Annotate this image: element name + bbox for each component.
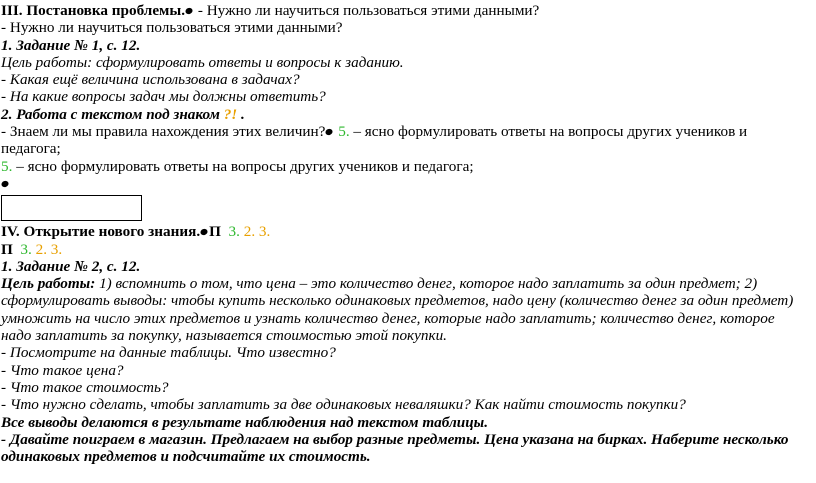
green-number-2: 5. [1, 157, 13, 175]
section4-heading-line [1, 223, 816, 240]
conclusion: Все выводы делаются в результате наблюдения над текстом таблицы. [1, 413, 488, 431]
section3-question: - Нужно ли научиться пользоваться этими данными? [1, 19, 343, 37]
task2-title: 1. Задание № 2, с. 12. [1, 257, 141, 275]
bullet-line [1, 175, 816, 192]
task2-question-4: - Что нужно сделать, чтобы заплатить за две одинаковых неваляшки? Как найти стоимость покупки? [1, 396, 686, 414]
rules-answer-line [1, 158, 816, 175]
p-line [1, 241, 816, 258]
task2-question-1: - Посмотрите на данные таблицы. Что известно? [1, 344, 336, 362]
orange-numbers-1: 2. 3. [243, 223, 271, 241]
task2-goal-text: 1) вспомнить о том, что цена – это количество денег, которое надо заплатить за один предмет; 2) сформулировать выводы: чтобы купить несколько одинаковых предметов, надо цену (количество денег за один предмет) умножить на число этих предметов и узнать количество денег, которые надо заплатить; количество денег, которое надо заплатить за покупку, называется стоимостью этой покупки. [1, 275, 794, 345]
task1-title: 1. Задание № 1, с. 12. [1, 36, 141, 54]
task1-goal: Цель работы: сформулировать ответы и вопросы к заданию. [1, 53, 404, 71]
work-title-mark: ?! [223, 105, 238, 123]
task2-goal-para [1, 275, 801, 344]
green-number-1: 5. [338, 123, 350, 141]
empty-box [1, 195, 142, 221]
shop-game-para: - Давайте поиграем в магазин. Предлагаем на выбор разные предметы. Цена указана на бирках. Наберите несколько одинаковых предметов и подсчитайте их стоимость. [1, 430, 789, 466]
work-title-prefix: 2. Работа с текстом под знаком [1, 105, 224, 123]
bullet-dot-icon [185, 7, 194, 15]
rules-answer-2: – ясно формулировать ответы на вопросы других учеников и педагога; [12, 157, 474, 175]
green-three-1: 3. [228, 223, 240, 241]
task1-question-2: - На какие вопросы задач мы должны ответить? [1, 88, 326, 106]
rules-question-para [1, 123, 801, 158]
rules-question: - Знаем ли мы правила нахождения этих величин? [1, 123, 326, 141]
task2-question-3: - Что такое стоимость? [1, 378, 169, 396]
p-letter-1: П [209, 223, 221, 241]
section3-heading-line [1, 2, 816, 19]
bullet-dot-icon [325, 128, 334, 136]
bullet-dot-icon [1, 180, 10, 188]
task2-goal-label: Цель работы: [1, 275, 96, 293]
work-title-suffix: . [237, 105, 245, 123]
p-letter-2: П [1, 240, 13, 258]
section4-heading: IV. Открытие нового знания. [1, 223, 201, 241]
section3-heading-tail: - Нужно ли научиться пользоваться этими данными? [194, 2, 540, 19]
bullet-dot-icon [200, 228, 209, 236]
green-three-2: 3. [20, 240, 32, 258]
task2-question-2: - Что такое цена? [1, 361, 124, 379]
work-title-line [1, 106, 816, 123]
orange-numbers-2: 2. 3. [35, 240, 63, 258]
section3-heading: III. Постановка проблемы. [1, 2, 186, 19]
task1-question-1: - Какая ещё величина использована в задачах? [1, 71, 300, 89]
rules-answer-1: – ясно формулировать ответы на вопросы других учеников и педагога; [1, 123, 748, 158]
